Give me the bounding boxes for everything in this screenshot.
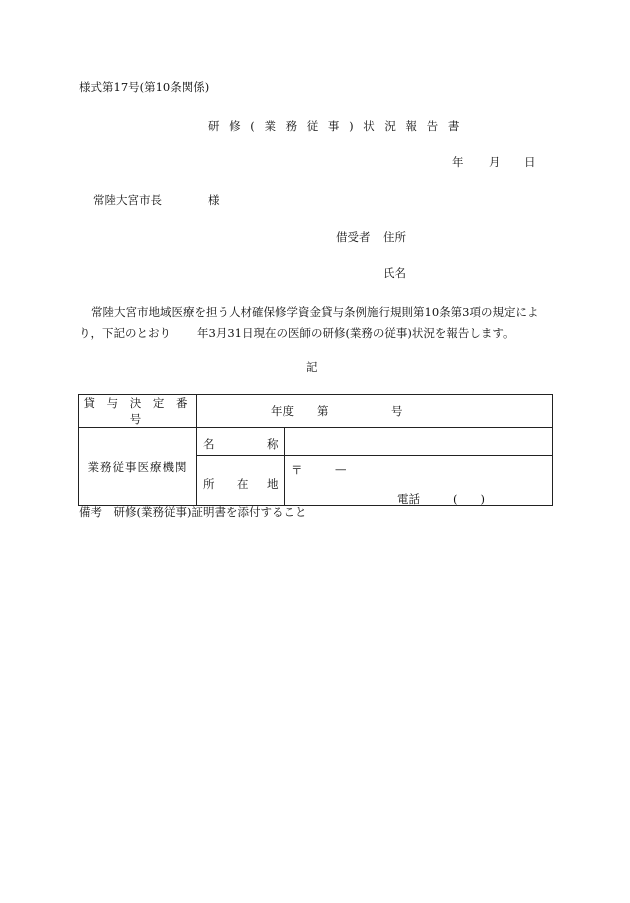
location-label-char-2: 在 <box>237 477 249 491</box>
date-year-label: 年 <box>452 155 464 169</box>
addressee-name: 常陸大宮市長 <box>93 193 162 207</box>
institution-location-label <box>197 456 285 506</box>
postal-mark: 〒 <box>291 463 303 477</box>
phone-label: 電話 <box>397 492 420 506</box>
name-label-char-2: 称 <box>267 437 279 451</box>
loan-dai-label: 第 <box>317 404 329 418</box>
report-body-text <box>79 302 551 344</box>
loan-fiscal-year-label: 年度 <box>271 404 294 418</box>
form-number: 様式第17号(第10条関係) <box>79 80 210 94</box>
loan-number-field[interactable] <box>197 395 553 428</box>
borrower-name-label: 氏名 <box>383 266 406 280</box>
document-title: 研 修 ( 業 務 従 事 ) 状 況 報 告 書 <box>208 119 463 133</box>
institution-name-field[interactable] <box>285 428 553 456</box>
institution-label: 業務従事医療機関 <box>79 428 197 506</box>
body-line-2b: 年3月31日現在の医師の研修(業務の従事)状況を報告します。 <box>197 326 515 340</box>
phone-area-code: ( ) <box>453 492 485 506</box>
date-day-label: 日 <box>524 155 536 169</box>
note-text: 備考 研修(業務従事)証明書を添付すること <box>79 505 307 519</box>
ki-heading: 記 <box>306 360 318 374</box>
addressee-suffix: 様 <box>208 193 220 207</box>
institution-name-label <box>197 428 285 456</box>
location-label-char-1: 所 <box>203 477 215 491</box>
date-month-label: 月 <box>489 155 501 169</box>
body-line-1: 常陸大宮市地域医療を担う人材確保修学資金貸与条例施行規則第10条第3項の規定によ <box>91 305 539 319</box>
name-label-char-1: 名 <box>203 437 215 451</box>
loan-number-row <box>79 395 553 428</box>
loan-number-label: 貸 与 決 定 番 号 <box>79 395 197 428</box>
institution-location-field[interactable] <box>285 456 553 506</box>
borrower-address-label: 住所 <box>383 230 406 244</box>
location-label-char-3: 地 <box>267 477 279 491</box>
borrower-label: 借受者 <box>336 230 371 244</box>
postal-dash: — <box>335 462 347 476</box>
report-form-table <box>78 394 553 506</box>
institution-name-row <box>79 428 553 456</box>
loan-go-label: 号 <box>391 404 403 418</box>
body-line-2a: り，下記のとおり <box>79 326 171 340</box>
